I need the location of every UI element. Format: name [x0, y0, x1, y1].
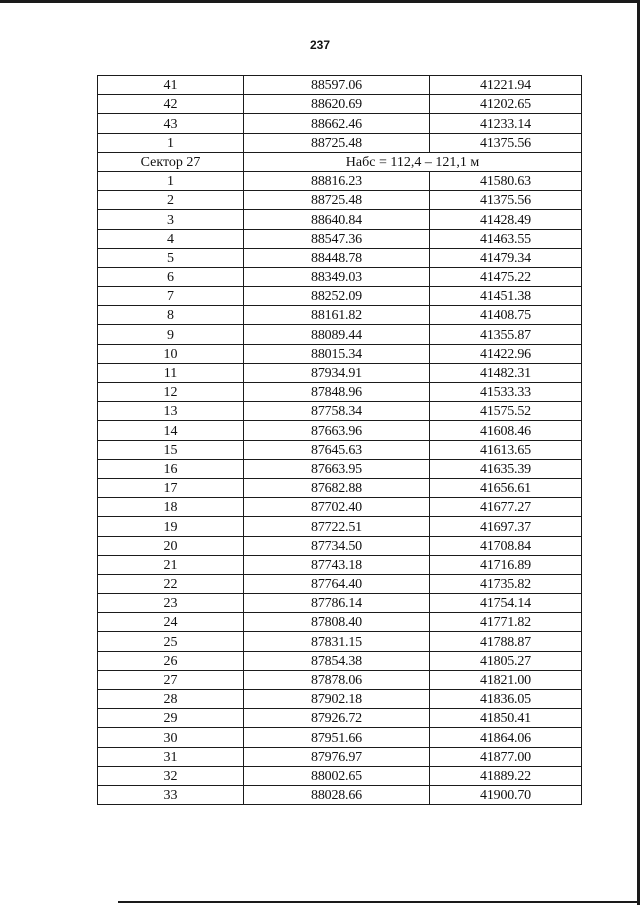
point-number: 18 — [98, 498, 244, 517]
table-body-sector-27 — [98, 171, 582, 804]
table-row — [98, 632, 582, 651]
coordinate-y: 41900.70 — [430, 785, 582, 804]
table-row — [98, 498, 582, 517]
coordinate-y: 41482.31 — [430, 363, 582, 382]
point-number: 7 — [98, 287, 244, 306]
point-number: 13 — [98, 402, 244, 421]
point-number: 10 — [98, 344, 244, 363]
table-body-previous-sector — [98, 76, 582, 153]
scan-border-top — [0, 0, 638, 3]
coordinate-y: 41635.39 — [430, 459, 582, 478]
coordinate-y: 41202.65 — [430, 95, 582, 114]
point-number: 21 — [98, 555, 244, 574]
table-row — [98, 133, 582, 152]
point-number: 14 — [98, 421, 244, 440]
table-row — [98, 747, 582, 766]
table-row — [98, 402, 582, 421]
coordinate-y: 41533.33 — [430, 383, 582, 402]
table-row — [98, 651, 582, 670]
sector-header — [98, 152, 582, 171]
table-row — [98, 248, 582, 267]
coordinate-y: 41735.82 — [430, 574, 582, 593]
sector-height-range: Набс = 112,4 – 121,1 м — [244, 152, 582, 171]
table-row — [98, 613, 582, 632]
coordinate-y: 41788.87 — [430, 632, 582, 651]
table-row — [98, 344, 582, 363]
coordinate-x: 87902.18 — [244, 690, 430, 709]
point-number: 1 — [98, 133, 244, 152]
sector-label: Сектор 27 — [98, 152, 244, 171]
coordinate-y: 41580.63 — [430, 171, 582, 190]
table-row — [98, 95, 582, 114]
scan-border-bottom — [118, 901, 638, 903]
table-row — [98, 709, 582, 728]
point-number: 32 — [98, 766, 244, 785]
coordinate-x: 87743.18 — [244, 555, 430, 574]
table-row — [98, 555, 582, 574]
coordinate-x: 88640.84 — [244, 210, 430, 229]
coordinate-y: 41375.56 — [430, 191, 582, 210]
table-row — [98, 171, 582, 190]
point-number: 30 — [98, 728, 244, 747]
coordinate-x: 87934.91 — [244, 363, 430, 382]
coordinate-x: 87764.40 — [244, 574, 430, 593]
point-number: 4 — [98, 229, 244, 248]
table-row — [98, 478, 582, 497]
point-number: 17 — [98, 478, 244, 497]
table-row — [98, 766, 582, 785]
coordinates-table — [97, 75, 582, 805]
table-row — [98, 594, 582, 613]
point-number: 41 — [98, 76, 244, 95]
coordinate-y: 41479.34 — [430, 248, 582, 267]
coordinate-y: 41864.06 — [430, 728, 582, 747]
coordinate-x: 88028.66 — [244, 785, 430, 804]
coordinate-x: 87848.96 — [244, 383, 430, 402]
point-number: 15 — [98, 440, 244, 459]
coordinate-x: 88662.46 — [244, 114, 430, 133]
table-row — [98, 383, 582, 402]
point-number: 23 — [98, 594, 244, 613]
table-row — [98, 210, 582, 229]
coordinate-y: 41428.49 — [430, 210, 582, 229]
coordinate-x: 87878.06 — [244, 670, 430, 689]
coordinate-x: 88002.65 — [244, 766, 430, 785]
coordinate-y: 41656.61 — [430, 478, 582, 497]
table-row — [98, 670, 582, 689]
coordinate-x: 87808.40 — [244, 613, 430, 632]
coordinate-y: 41836.05 — [430, 690, 582, 709]
coordinate-x: 87926.72 — [244, 709, 430, 728]
coordinate-y: 41608.46 — [430, 421, 582, 440]
point-number: 16 — [98, 459, 244, 478]
coordinate-y: 41754.14 — [430, 594, 582, 613]
table-row — [98, 574, 582, 593]
table-row — [98, 363, 582, 382]
coordinate-x: 88448.78 — [244, 248, 430, 267]
table-row — [98, 76, 582, 95]
point-number: 3 — [98, 210, 244, 229]
point-number: 5 — [98, 248, 244, 267]
sector-header-row — [98, 152, 582, 171]
point-number: 29 — [98, 709, 244, 728]
point-number: 24 — [98, 613, 244, 632]
coordinate-y: 41475.22 — [430, 267, 582, 286]
coordinate-x: 88547.36 — [244, 229, 430, 248]
point-number: 9 — [98, 325, 244, 344]
point-number: 19 — [98, 517, 244, 536]
table-row — [98, 690, 582, 709]
coordinate-x: 88161.82 — [244, 306, 430, 325]
coordinate-x: 87758.34 — [244, 402, 430, 421]
coordinate-x: 87831.15 — [244, 632, 430, 651]
point-number: 6 — [98, 267, 244, 286]
point-number: 31 — [98, 747, 244, 766]
coordinate-y: 41877.00 — [430, 747, 582, 766]
coordinate-y: 41716.89 — [430, 555, 582, 574]
table-row — [98, 306, 582, 325]
table-row — [98, 440, 582, 459]
table-row — [98, 785, 582, 804]
coordinate-x: 87734.50 — [244, 536, 430, 555]
coordinate-x: 88816.23 — [244, 171, 430, 190]
coordinate-x: 87976.97 — [244, 747, 430, 766]
table-row — [98, 325, 582, 344]
coordinate-y: 41575.52 — [430, 402, 582, 421]
point-number: 22 — [98, 574, 244, 593]
table-row — [98, 517, 582, 536]
page-number: 237 — [309, 38, 331, 52]
table-row — [98, 459, 582, 478]
coordinate-x: 87663.96 — [244, 421, 430, 440]
coordinate-y: 41408.75 — [430, 306, 582, 325]
point-number: 11 — [98, 363, 244, 382]
coordinate-y: 41355.87 — [430, 325, 582, 344]
coordinate-y: 41233.14 — [430, 114, 582, 133]
point-number: 2 — [98, 191, 244, 210]
point-number: 26 — [98, 651, 244, 670]
coordinate-x: 87645.63 — [244, 440, 430, 459]
coordinate-x: 87663.95 — [244, 459, 430, 478]
table-row — [98, 229, 582, 248]
table-row — [98, 267, 582, 286]
table-row — [98, 728, 582, 747]
table-row — [98, 536, 582, 555]
table-row — [98, 191, 582, 210]
coordinate-y: 41463.55 — [430, 229, 582, 248]
point-number: 28 — [98, 690, 244, 709]
coordinate-y: 41805.27 — [430, 651, 582, 670]
coordinate-y: 41422.96 — [430, 344, 582, 363]
table-row — [98, 421, 582, 440]
point-number: 1 — [98, 171, 244, 190]
coordinate-x: 88620.69 — [244, 95, 430, 114]
point-number: 27 — [98, 670, 244, 689]
coordinate-x: 88089.44 — [244, 325, 430, 344]
coordinate-x: 88725.48 — [244, 133, 430, 152]
coordinate-x: 87722.51 — [244, 517, 430, 536]
coordinate-x: 87786.14 — [244, 594, 430, 613]
point-number: 42 — [98, 95, 244, 114]
point-number: 25 — [98, 632, 244, 651]
point-number: 33 — [98, 785, 244, 804]
point-number: 43 — [98, 114, 244, 133]
coordinate-x: 88349.03 — [244, 267, 430, 286]
table-row — [98, 287, 582, 306]
coordinate-x: 88725.48 — [244, 191, 430, 210]
coordinate-y: 41375.56 — [430, 133, 582, 152]
coordinate-y: 41613.65 — [430, 440, 582, 459]
table-row — [98, 114, 582, 133]
point-number: 20 — [98, 536, 244, 555]
coordinate-y: 41677.27 — [430, 498, 582, 517]
coordinate-y: 41771.82 — [430, 613, 582, 632]
coordinate-y: 41708.84 — [430, 536, 582, 555]
coordinate-x: 87854.38 — [244, 651, 430, 670]
coordinate-x: 88015.34 — [244, 344, 430, 363]
coordinate-x: 87951.66 — [244, 728, 430, 747]
coordinate-y: 41221.94 — [430, 76, 582, 95]
coordinate-x: 88252.09 — [244, 287, 430, 306]
coordinate-y: 41821.00 — [430, 670, 582, 689]
coordinate-x: 87702.40 — [244, 498, 430, 517]
coordinate-x: 87682.88 — [244, 478, 430, 497]
coordinate-y: 41850.41 — [430, 709, 582, 728]
coordinate-y: 41451.38 — [430, 287, 582, 306]
point-number: 12 — [98, 383, 244, 402]
coordinate-y: 41889.22 — [430, 766, 582, 785]
point-number: 8 — [98, 306, 244, 325]
coordinate-y: 41697.37 — [430, 517, 582, 536]
coordinate-x: 88597.06 — [244, 76, 430, 95]
